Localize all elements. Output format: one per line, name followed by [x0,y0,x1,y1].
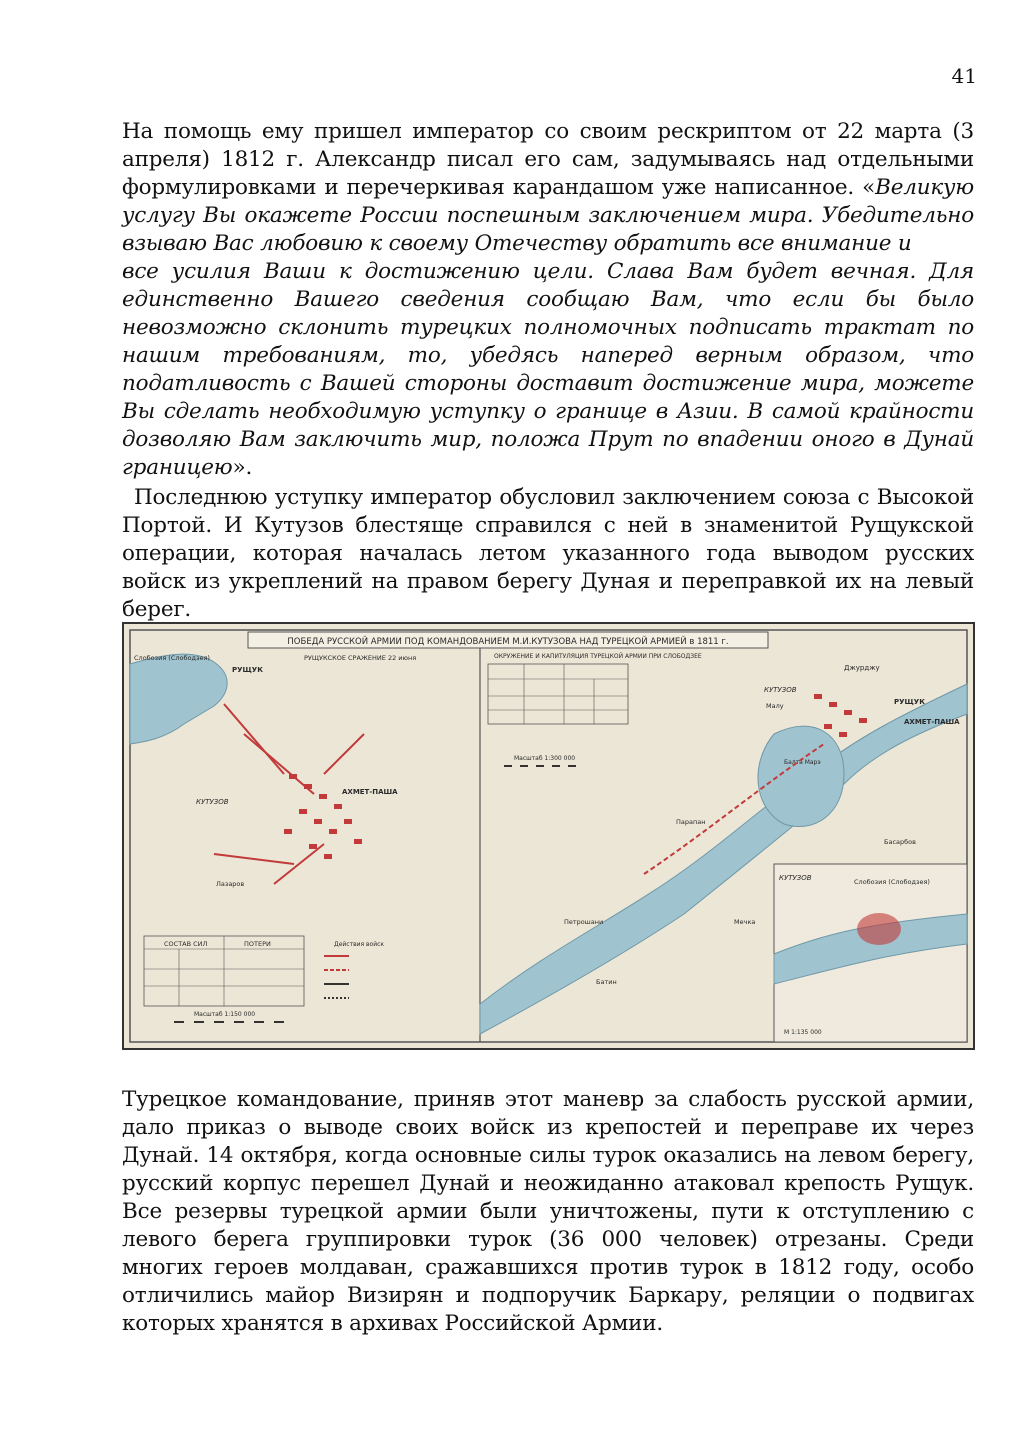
scale-b: Масштаб 1:300 000 [514,755,576,762]
map-label-mechka: Мечка [734,918,756,926]
paragraph-text: Последнюю уступку император обусловил заключением союза с Высокой Портой. И Кутузов блестяще справился с ней в знаменитой Рущукской операции, которая началась летом указанного года выводом русских войск из укреплений на правом берегу Дуная и переправкой их на левый берег. [122,485,974,622]
scale-a: Масштаб 1:150 000 [194,1011,256,1018]
paragraph-text: На помощь ему пришел император со своим рескриптом от 22 марта (3 апреля) 1812 г. Александр писал его сам, задумываясь над отдельными формулировками и перечеркивая карандашом уже написанное. « [122,119,974,200]
map-label-akhmet-pasha-b: АХМЕТ-ПАША [904,718,960,726]
losses-title: ПОТЕРИ [244,940,271,948]
map-label-basarbov: Басарбов [884,838,916,846]
map-label-ruschuk-b: РУЩУК [894,698,925,706]
inset-label-kutuzov: КУТУЗОВ [779,874,812,882]
map-label-lazarov: Лазаров [216,880,245,888]
map-label-kutuzov: КУТУЗОВ [196,798,229,806]
quote-close: ». [232,455,253,480]
legend-title: Действия войск [334,941,385,948]
map-title: ПОБЕДА РУССКОЙ АРМИИ ПОД КОМАНДОВАНИЕМ М.И.КУТУЗОВА НАД ТУРЕЦКОЙ АРМИЕЙ в 1811 г. [287,637,729,647]
battle-map-image [122,622,975,1050]
panel-a-title: РУЩУКСКОЕ СРАЖЕНИЕ 22 июня [304,654,417,662]
map-label-kutuzov-b: КУТУЗОВ [764,686,797,694]
paragraph-rescript-quote [122,258,974,482]
map-label-ruschuk: РУЩУК [232,666,263,674]
map-label-batin: Батин [596,978,617,986]
map-label-dzhurdzhu: Джурджу [844,664,880,672]
quote-text: все усилия Ваши к достижению цели. Слава Вам будет вечная. Для единственно Вашего сведения сообщаю Вам, что если бы было невозможно склонить турецких полномочных подписать трактат по нашим требованиям, то, убедясь наперед верным образом, что податливость с Вашей стороны доставит достижение мира, можете Вы сделать необходимую уступку о границе в Азии. В самой крайности дозволяю Вам заключить мир, положа Прут по впадении оного в Дунай границею [122,259,974,480]
map-drawing [124,624,973,1048]
map-label-petroshani: Петрошани [564,918,604,926]
page-number: 41 [951,64,977,88]
paragraph-rescript-intro [122,118,974,258]
paragraph-ruschuk-operation [122,484,974,624]
map-label-slobodzeya: Слобозия (Слободзея) [134,654,210,662]
map-label-akhmet-pasha: АХМЕТ-ПАША [342,788,398,796]
panel-b-title: ОКРУЖЕНИЕ И КАПИТУЛЯЦИЯ ТУРЕЦКОЙ АРМИИ ПРИ СЛОБОДЗЕЕ [494,653,702,660]
map-label-malu: Малу [766,702,784,710]
inset-label-slobodzeya: Слобозия (Слободзея) [854,878,930,886]
paragraph-turkish-command [122,1086,974,1338]
map-label-parapan: Парапан [676,818,706,826]
paragraph-text: Турецкое командование, приняв этот маневр за слабость русской армии, дало приказ о выводе своих войск из крепостей и переправе их через Дунай. 14 октября, когда основные силы турок оказались на левом берегу, русский корпус перешел Дунай и неожиданно атаковал крепость Рущук. Все резервы турецкой армии были уничтожены, пути к отступлению с левого берега группировки турок (36 000 человек) отрезаны. Среди многих героев молдаван, сражавшихся против турок в 1812 году, особо отличились майор Визирян и подпоручик Баркару, реляции о подвигах которых хранятся в архивах Российской Армии. [122,1087,974,1336]
scale-c: М 1:135 000 [784,1029,822,1036]
quote-text: Великую услугу Вы окажете России поспешным заключением мира. Убедительно взываю Вас любовию к своему Отечеству обратить все внимание и [122,175,974,256]
map-label-balta-mare: Балта Марэ [784,759,821,766]
forces-table-title: СОСТАВ СИЛ [164,940,208,948]
